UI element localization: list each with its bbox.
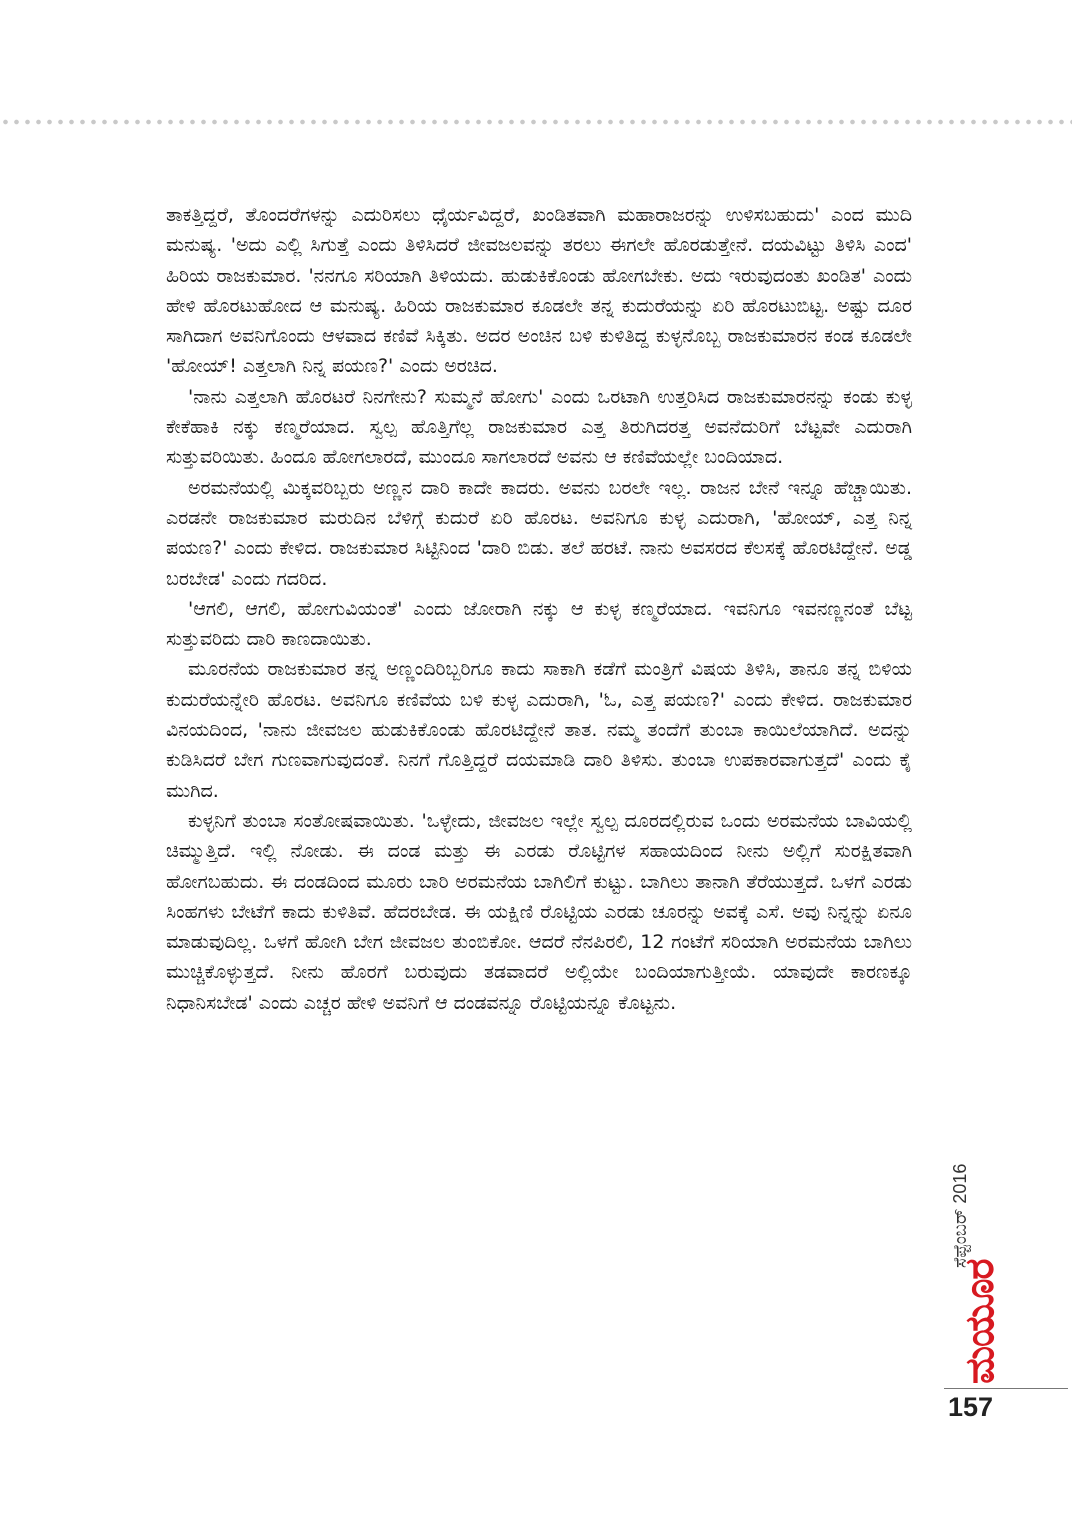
article-body xyxy=(166,200,912,1018)
paragraph-5: ಮೂರನೆಯ ರಾಜಕುಮಾರ ತನ್ನ ಅಣ್ಣಂದಿರಿಬ್ಬರಿಗೂ ಕಾದು ಸಾಕಾಗಿ ಕಡೆಗೆ ಮಂತ್ರಿಗೆ ವಿಷಯ ತಿಳಿಸಿ, ತಾನೂ ತನ್ನ ಬಿಳಿಯ ಕುದುರೆಯನ್ನೇರಿ ಹೊರಟ. ಅವನಿಗೂ ಕಣಿವೆಯ ಬಳಿ ಕುಳ್ಳ ಎದುರಾಗಿ, 'ಓ, ಎತ್ತ ಪಯಣ?' ಎಂದು ಕೇಳಿದ. ರಾಜಕುಮಾರ ವಿನಯದಿಂದ, 'ನಾನು ಜೀವಜಲ ಹುಡುಕಿಕೊಂಡು ಹೊರಟಿದ್ದೇನೆ ತಾತ. ನಮ್ಮ ತಂದೆಗೆ ತುಂಬಾ ಕಾಯಿಲೆಯಾಗಿದೆ. ಅದನ್ನು ಕುಡಿಸಿದರೆ ಬೇಗ ಗುಣವಾಗುವುದಂತೆ. ನಿನಗೆ ಗೊತ್ತಿದ್ದರೆ ದಯಮಾಡಿ ದಾರಿ ತಿಳಿಸು. ತುಂಬಾ ಉಪಕಾರವಾಗುತ್ತದೆ' ಎಂದು ಕೈ ಮುಗಿದ. xyxy=(166,658,912,802)
issue-date: ಸೆಪ್ಟೆಂಬರ್ 2016 xyxy=(950,1163,970,1268)
magazine-logo: ಮಯೂರ xyxy=(957,1259,1003,1384)
paragraph-2: 'ನಾನು ಎತ್ತಲಾಗಿ ಹೊರಟರೆ ನಿನಗೇನು? ಸುಮ್ಮನೆ ಹೋಗು' ಎಂದು ಒರಟಾಗಿ ಉತ್ತರಿಸಿದ ರಾಜಕುಮಾರನನ್ನು ಕಂಡು ಕುಳ್ಳ ಕೇಕೆಹಾಕಿ ನಕ್ಕು ಕಣ್ಮರೆಯಾದ. ಸ್ವಲ್ಪ ಹೊತ್ತಿಗೆಲ್ಲ ರಾಜಕುಮಾರ ಎತ್ತ ತಿರುಗಿದರತ್ತ ಅವನೆದುರಿಗೆ ಬೆಟ್ಟವೇ ಎದುರಾಗಿ ಸುತ್ತುವರಿಯಿತು. ಹಿಂದೂ ಹೋಗಲಾರದೆ, ಮುಂದೂ ಸಾಗಲಾರದೆ ಅವನು ಆ ಕಣಿವೆಯಲ್ಲೇ ಬಂದಿಯಾದ. xyxy=(166,385,912,469)
paragraph-3: ಅರಮನೆಯಲ್ಲಿ ಮಿಕ್ಕವರಿಬ್ಬರು ಅಣ್ಣನ ದಾರಿ ಕಾದೇ ಕಾದರು. ಅವನು ಬರಲೇ ಇಲ್ಲ. ರಾಜನ ಬೇನೆ ಇನ್ನೂ ಹೆಚ್ಚಾಯಿತು. ಎರಡನೇ ರಾಜಕುಮಾರ ಮರುದಿನ ಬೆಳಿಗ್ಗೆ ಕುದುರೆ ಏರಿ ಹೊರಟ. ಅವನಿಗೂ ಕುಳ್ಳ ಎದುರಾಗಿ, 'ಹೋಯ್, ಎತ್ತ ನಿನ್ನ ಪಯಣ?' ಎಂದು ಕೇಳಿದ. ರಾಜಕುಮಾರ ಸಿಟ್ಟಿನಿಂದ 'ದಾರಿ ಬಿಡು. ತಲೆ ಹರಟೆ. ನಾನು ಅವಸರದ ಕೆಲಸಕ್ಕೆ ಹೊರಟಿದ್ದೇನೆ. ಅಡ್ಡ ಬರಬೇಡ' ಎಂದು ಗದರಿದ. xyxy=(166,476,912,590)
paragraph-6: ಕುಳ್ಳನಿಗೆ ತುಂಬಾ ಸಂತೋಷವಾಯಿತು. 'ಒಳ್ಳೇದು, ಜೀವಜಲ ಇಲ್ಲೇ ಸ್ವಲ್ಪ ದೂರದಲ್ಲಿರುವ ಒಂದು ಅರಮನೆಯ ಬಾವಿಯಲ್ಲಿ ಚಿಮ್ಮುತ್ತಿದೆ. ಇಲ್ಲಿ ನೋಡು. ಈ ದಂಡ ಮತ್ತು ಈ ಎರಡು ರೊಟ್ಟಿಗಳ ಸಹಾಯದಿಂದ ನೀನು ಅಲ್ಲಿಗೆ ಸುರಕ್ಷಿತವಾಗಿ ಹೋಗಬಹುದು. ಈ ದಂಡದಿಂದ ಮೂರು ಬಾರಿ ಅರಮನೆಯ ಬಾಗಿಲಿಗೆ ಕುಟ್ಟು. ಬಾಗಿಲು ತಾನಾಗಿ ತೆರೆಯುತ್ತದೆ. ಒಳಗೆ ಎರಡು ಸಿಂಹಗಳು ಬೇಟೆಗೆ ಕಾದು ಕುಳಿತಿವೆ. ಹೆದರಬೇಡ. ಈ ಯಕ್ಷಿಣಿ ರೊಟ್ಟಿಯ ಎರಡು ಚೂರನ್ನು ಅವಕ್ಕೆ ಎಸೆ. ಅವು ನಿನ್ನನ್ನು ಏನೂ ಮಾಡುವುದಿಲ್ಲ. ಒಳಗೆ ಹೋಗಿ ಬೇಗ ಜೀವಜಲ ತುಂಬಿಕೋ. ಆದರೆ ನೆನಪಿರಲಿ, 12 ಗಂಟೆಗೆ ಸರಿಯಾಗಿ ಅರಮನೆಯ ಬಾಗಿಲು ಮುಚ್ಚಿಕೊಳ್ಳುತ್ತದೆ. ನೀನು ಹೊರಗೆ ಬರುವುದು ತಡವಾದರೆ ಅಲ್ಲಿಯೇ ಬಂದಿಯಾಗುತ್ತೀಯೆ. ಯಾವುದೇ ಕಾರಣಕ್ಕೂ ನಿಧಾನಿಸಬೇಡ' ಎಂದು ಎಚ್ಚರ ಹೇಳಿ ಅವನಿಗೆ ಆ ದಂಡವನ್ನೂ ರೊಟ್ಟಿಯನ್ನೂ ಕೊಟ್ಟನು. xyxy=(166,809,912,1014)
dotted-header-rule xyxy=(0,118,1072,126)
page-number-rule xyxy=(944,1388,1068,1389)
paragraph-1: ತಾಕತ್ತಿದ್ದರೆ, ತೊಂದರೆಗಳನ್ನು ಎದುರಿಸಲು ಧೈರ್ಯವಿದ್ದರೆ, ಖಂಡಿತವಾಗಿ ಮಹಾರಾಜರನ್ನು ಉಳಿಸಬಹುದು' ಎಂದ ಮುದಿ ಮನುಷ್ಯ. 'ಅದು ಎಲ್ಲಿ ಸಿಗುತ್ತೆ ಎಂದು ತಿಳಿಸಿದರೆ ಜೀವಜಲವನ್ನು ತರಲು ಈಗಲೇ ಹೊರಡುತ್ತೇನೆ. ದಯವಿಟ್ಟು ತಿಳಿಸಿ ಎಂದ' ಹಿರಿಯ ರಾಜಕುಮಾರ. 'ನನಗೂ ಸರಿಯಾಗಿ ತಿಳಿಯದು. ಹುಡುಕಿಕೊಂಡು ಹೋಗಬೇಕು. ಅದು ಇರುವುದಂತು ಖಂಡಿತ' ಎಂದು ಹೇಳಿ ಹೊರಟುಹೋದ ಆ ಮನುಷ್ಯ. ಹಿರಿಯ ರಾಜಕುಮಾರ ಕೂಡಲೇ ತನ್ನ ಕುದುರೆಯನ್ನು ಏರಿ ಹೊರಟುಬಿಟ್ಟ. ಅಷ್ಟು ದೂರ ಸಾಗಿದಾಗ ಅವನಿಗೊಂದು ಆಳವಾದ ಕಣಿವೆ ಸಿಕ್ಕಿತು. ಅದರ ಅಂಚಿನ ಬಳಿ ಕುಳಿತಿದ್ದ ಕುಳ್ಳನೊಬ್ಬ ರಾಜಕುಮಾರನ ಕಂಡ ಕೂಡಲೇ 'ಹೋಯ್! ಎತ್ತಲಾಗಿ ನಿನ್ನ ಪಯಣ?' ಎಂದು ಅರಚಿದ. xyxy=(166,204,912,378)
magazine-side-label xyxy=(940,1108,1003,1384)
paragraph-4: 'ಆಗಲಿ, ಆಗಲಿ, ಹೋಗುವಿಯಂತೆ' ಎಂದು ಜೋರಾಗಿ ನಕ್ಕು ಆ ಕುಳ್ಳ ಕಣ್ಮರೆಯಾದ. ಇವನಿಗೂ ಇವನಣ್ಣನಂತೆ ಬೆಟ್ಟ ಸುತ್ತುವರಿದು ದಾರಿ ಕಾಣದಾಯಿತು. xyxy=(166,597,912,651)
page-number: 157 xyxy=(948,1392,994,1422)
